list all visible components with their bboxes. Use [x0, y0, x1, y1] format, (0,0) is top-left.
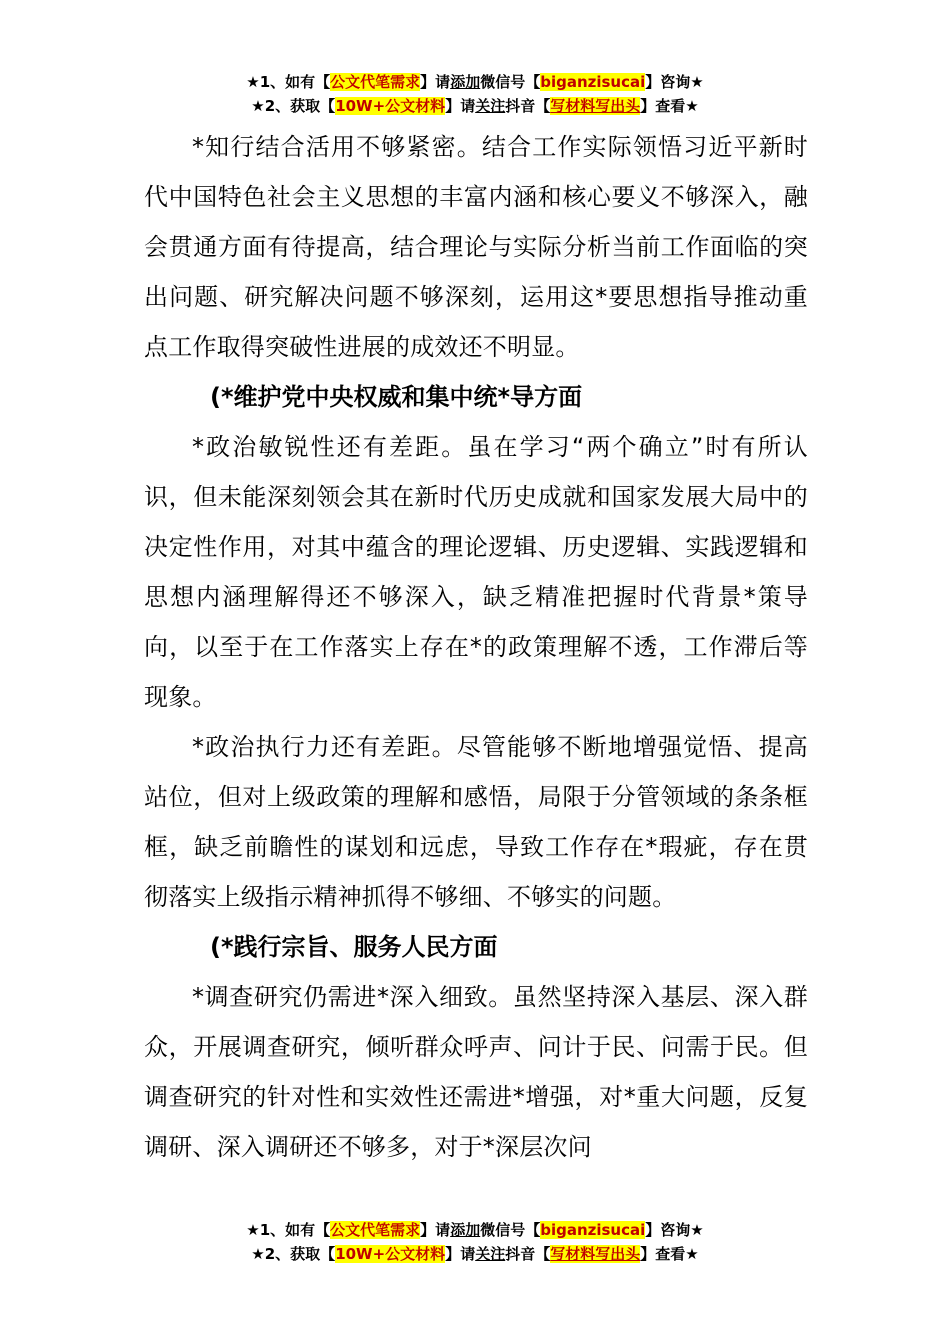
- header-banner: [0, 70, 950, 118]
- banner-line-1: [0, 70, 950, 94]
- banner-highlight: biganzisucai: [540, 73, 646, 91]
- banner-text: 抖音【: [505, 1245, 551, 1263]
- banner-highlight: 写材料写出头: [550, 97, 641, 115]
- banner-emphasis: 添加: [450, 1221, 481, 1239]
- banner-highlight: 写材料写出头: [550, 1245, 641, 1263]
- banner-highlight: biganzisucai: [540, 1221, 646, 1239]
- paragraph: *政治执行力还有差距。尽管能够不断地增强觉悟、提高站位，但对上级政策的理解和感悟，局限于分管领域的条条框框，缺乏前瞻性的谋划和远虑，导致工作存在*瑕疵，存在贯彻落实上级指示精神抓得不够细、不够实的问题。: [144, 733, 808, 911]
- banner-highlight: 10W+公文材料: [335, 1245, 446, 1263]
- banner-text: 微信号【: [480, 1221, 541, 1239]
- banner-line-2: [0, 1242, 950, 1266]
- banner-line-1: [0, 1218, 950, 1242]
- paragraph: *知行结合活用不够紧密。结合工作实际领悟习近平新时代中国特色社会主义思想的丰富内涵和核心要义不够深入，融会贯通方面有待提高，结合理论与实际分析当前工作面临的突出问题、研究解决问题不够深刻，运用这*要思想指导推动重点工作取得突破性进展的成效还不明显。: [144, 133, 808, 361]
- section-heading: (*践行宗旨、服务人民方面: [210, 933, 498, 961]
- section-heading: (*维护党中央权威和集中统*导方面: [210, 383, 583, 411]
- banner-highlight: 公文代笔需求: [330, 1221, 421, 1239]
- banner-text: 】查看★: [640, 97, 699, 115]
- banner-text: 】请: [420, 1221, 451, 1239]
- banner-highlight: 公文代笔需求: [330, 73, 421, 91]
- banner-text: 】查看★: [640, 1245, 699, 1263]
- banner-text: 】咨询★: [645, 73, 704, 91]
- banner-emphasis: 关注: [475, 97, 506, 115]
- banner-text: 抖音【: [505, 97, 551, 115]
- paragraph: *政治敏锐性还有差距。虽在学习“两个确立”时有所认识，但未能深刻领会其在新时代历史成就和国家发展大局中的决定性作用，对其中蕴含的理论逻辑、历史逻辑、实践逻辑和思想内涵理解得还不够深入，缺乏精准把握时代背景*策导向，以至于在工作落实上存在*的政策理解不透，工作滞后等现象。: [144, 433, 808, 711]
- banner-highlight: 10W+公文材料: [335, 97, 446, 115]
- banner-emphasis: 添加: [450, 73, 481, 91]
- banner-text: 】请: [445, 1245, 476, 1263]
- banner-text: ★1、如有【: [246, 73, 331, 91]
- banner-text: 】请: [420, 73, 451, 91]
- banner-text: ★2、获取【: [251, 97, 336, 115]
- paragraph: *调查研究仍需进*深入细致。虽然坚持深入基层、深入群众，开展调查研究，倾听群众呼声、问计于民、问需于民。但调查研究的针对性和实效性还需进*增强，对*重大问题，反复调研、深入调研还不够多，对于*深层次问: [144, 983, 808, 1161]
- banner-text: ★1、如有【: [246, 1221, 331, 1239]
- banner-line-2: [0, 94, 950, 118]
- banner-text: ★2、获取【: [251, 1245, 336, 1263]
- footer-banner: [0, 1218, 950, 1266]
- banner-emphasis: 关注: [475, 1245, 506, 1263]
- banner-text: 】请: [445, 97, 476, 115]
- document-body: [144, 122, 808, 1172]
- banner-text: 】咨询★: [645, 1221, 704, 1239]
- banner-text: 微信号【: [480, 73, 541, 91]
